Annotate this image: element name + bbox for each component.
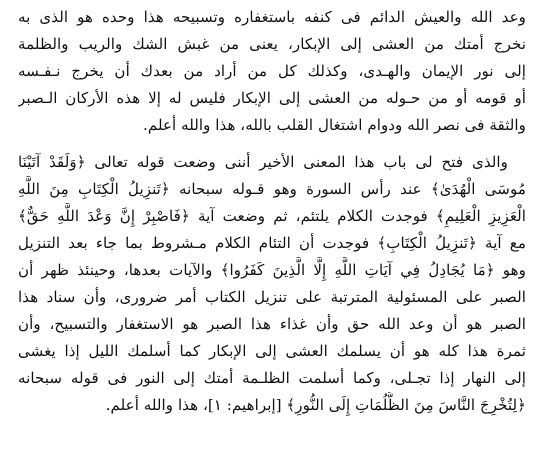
text-line: الْعَزِيزِ الْعَلِيمِ﴾ فوجدت الكلام يلتئم، ثم وضعت آية ﴿فَاصْبِرْ إِنَّ وَعْدَ اللَّهِ حَقٌّ﴾ [18, 207, 526, 225]
text-line: وهو ﴿مَا يُجَادِلُ فِي آيَاتِ اللَّهِ إِلَّا الَّذِينَ كَفَرُوا﴾ والآيات بعدها، وحينئذ ظهر أن [18, 261, 526, 279]
text-line: والثقة فى نصر الله ودوام اشتغال القلب بالله، هذا والله أعلم. [143, 116, 526, 134]
text-line: نخرج أمتك من العشى إلى الإبكار، يعنى من غبش الشك والريب والظلمة [18, 35, 526, 53]
text-line: ﴿لِتُخْرِجَ النَّاسَ مِنَ الظُّلُمَاتِ إِلَى النُّورِ﴾ [إبراهيم: ١]، هذا والله أعلم. [105, 396, 526, 414]
text-line: أو قومه أو من حـوله من العشى إلى الإبكار فليس له إلا هذه الأركان الـصبر [18, 89, 526, 107]
text-line: إلى النهار إذا تجـلى، وكما أسلمت الظلـمة أمتك إلى النور فى قوله سبحانه [18, 369, 526, 387]
text-line: مع آية ﴿تَنزِيلُ الْكِتَابِ﴾ فوجدت أن التئام الكلام مـشروط بما جاء بعد التنزيل [18, 234, 526, 252]
paragraph [18, 4, 526, 139]
text-line: إلى نور الإيمان والهـدى، وكذلك كل من أراد من بعدك أن يخرج نـفـسه [18, 62, 526, 80]
text-line: الصبر هو أن وعد الله حق وأن غذاء هذا الصبر هو الاستغفار والتسبيح، وأن [18, 315, 526, 333]
text-line: والذى فتح لى باب هذا المعنى الأخير أننى وضعت قوله تعالى ﴿وَلَقَدْ آتَيْنَا [18, 153, 508, 171]
text-line: ثمرة هذا كله هو أن يسلمك العشى إلى الإبكار كما أسلمك الليل إذا يغشى [18, 342, 526, 360]
text-line: مُوسَى الْهُدَىٰ﴾ عند رأس السورة وهو قـوله سبحانه ﴿تَنزِيلُ الْكِتَابِ مِنَ اللَّهِ [18, 180, 526, 198]
paragraph [18, 149, 526, 419]
text-line: الصبر على المسئولية المترتبة على تنزيل الكتاب أمر ضرورى، وأن سناد هذا [18, 288, 526, 306]
text-line: وعد الله والعيش الدائم فى كنفه باستغفاره وتسبيحه هذا وحده هو الذى به [18, 8, 526, 26]
